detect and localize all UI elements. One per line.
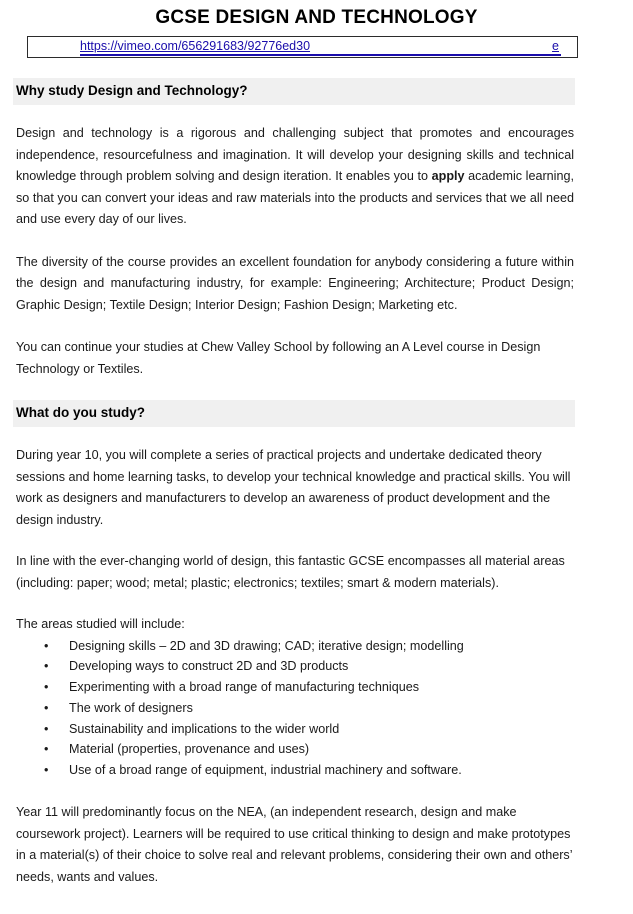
bullet-icon: •	[44, 659, 49, 674]
bullet-icon: •	[44, 721, 49, 736]
spacer	[0, 58, 633, 78]
vimeo-link-tail[interactable]: e	[552, 39, 559, 53]
paragraph-intro-lead: Design and technology is a rigorous and challenging subject that promotes and encourages independence, resourcefulness and imagination. It will develop your designing skills and technical knowledge through problem solving and design iteration. It enables you to	[16, 126, 574, 183]
list-item-label: Designing skills – 2D and 3D drawing; CAD; iterative design; modelling	[69, 638, 464, 653]
spacer	[16, 594, 574, 614]
list-item-label: Developing ways to construct 2D and 3D products	[69, 659, 349, 674]
list-item	[0, 760, 633, 781]
list-item	[0, 636, 633, 657]
section-body-what-study	[16, 445, 574, 636]
page-title: GCSE DESIGN AND TECHNOLOGY	[155, 7, 478, 28]
list-item	[0, 698, 633, 719]
vimeo-link[interactable]: https://vimeo.com/656291683/92776ed30	[80, 39, 311, 53]
list-item-label: Sustainability and implications to the wider world	[69, 721, 340, 736]
paragraph-year11-nea: Year 11 will predominantly focus on the NEA, (an independent research, design and make coursework project). Learners will be required to use critical thinking to design and make prototypes in a material(s) of their choice to solve real and relevant problems, considering their own and others’ needs, wants and values.	[16, 805, 573, 884]
bullet-icon: •	[44, 700, 49, 715]
list-item	[0, 677, 633, 698]
spacer	[16, 316, 574, 337]
spacer	[0, 427, 633, 445]
bullet-icon: •	[44, 763, 49, 778]
areas-studied-list	[0, 636, 633, 782]
paragraph-diversity: The diversity of the course provides an excellent foundation for anybody considering a future within the design and manufacturing industry, for example: Engineering; Architecture; Product Design; Graphic Design; Textile Design; Interior Design; Fashion Design; Marketing etc.	[16, 254, 574, 312]
list-item-label: Experimenting with a broad range of manufacturing techniques	[69, 680, 420, 695]
video-link-box[interactable]	[27, 36, 578, 58]
paragraph-intro	[16, 123, 574, 231]
bullet-icon: •	[44, 638, 49, 653]
section-closing-what-study	[16, 802, 574, 888]
link-underline-rule	[80, 54, 561, 56]
spacer	[16, 231, 574, 252]
spacer	[0, 105, 633, 123]
video-link-inner	[28, 37, 577, 57]
paragraph-material-areas: In line with the ever-changing world of design, this fantastic GCSE encompasses all material areas (including: paper; wood; metal; plastic; electronics; textiles; smart & modern materials).	[16, 554, 565, 590]
paragraph-intro-tail: academic learning, so that you can convert your ideas and raw materials into the products and services that we all need and use every day of our lives.	[16, 169, 574, 226]
bullet-icon: •	[44, 742, 49, 757]
document-page	[0, 6, 633, 914]
bullet-icon: •	[44, 680, 49, 695]
paragraph-year10: During year 10, you will complete a series of practical projects and undertake dedicated theory sessions and home learning tasks, to develop your technical knowledge and practical skills. You will work as designers and manufacturers to develop an awareness of product development and the design industry.	[16, 448, 571, 527]
paragraph-areas-intro: The areas studied will include:	[16, 617, 185, 631]
section-heading-why-study: Why study Design and Technology?	[13, 78, 575, 105]
list-item	[0, 656, 633, 677]
spacer	[0, 781, 633, 802]
paragraph-a-level: You can continue your studies at Chew Valley School by following an A Level course in Design Technology or Textiles.	[16, 340, 541, 376]
section-body-why-study	[16, 123, 574, 380]
paragraph-intro-bold: apply	[431, 169, 465, 183]
list-item-label: The work of designers	[69, 700, 193, 715]
section-heading-what-study: What do you study?	[13, 400, 575, 427]
list-item-label: Material (properties, provenance and uses)	[69, 742, 310, 757]
list-item-label: Use of a broad range of equipment, industrial machinery and software.	[69, 763, 462, 778]
spacer	[0, 380, 633, 400]
list-item	[0, 719, 633, 740]
spacer	[16, 531, 574, 551]
list-item	[0, 739, 633, 760]
